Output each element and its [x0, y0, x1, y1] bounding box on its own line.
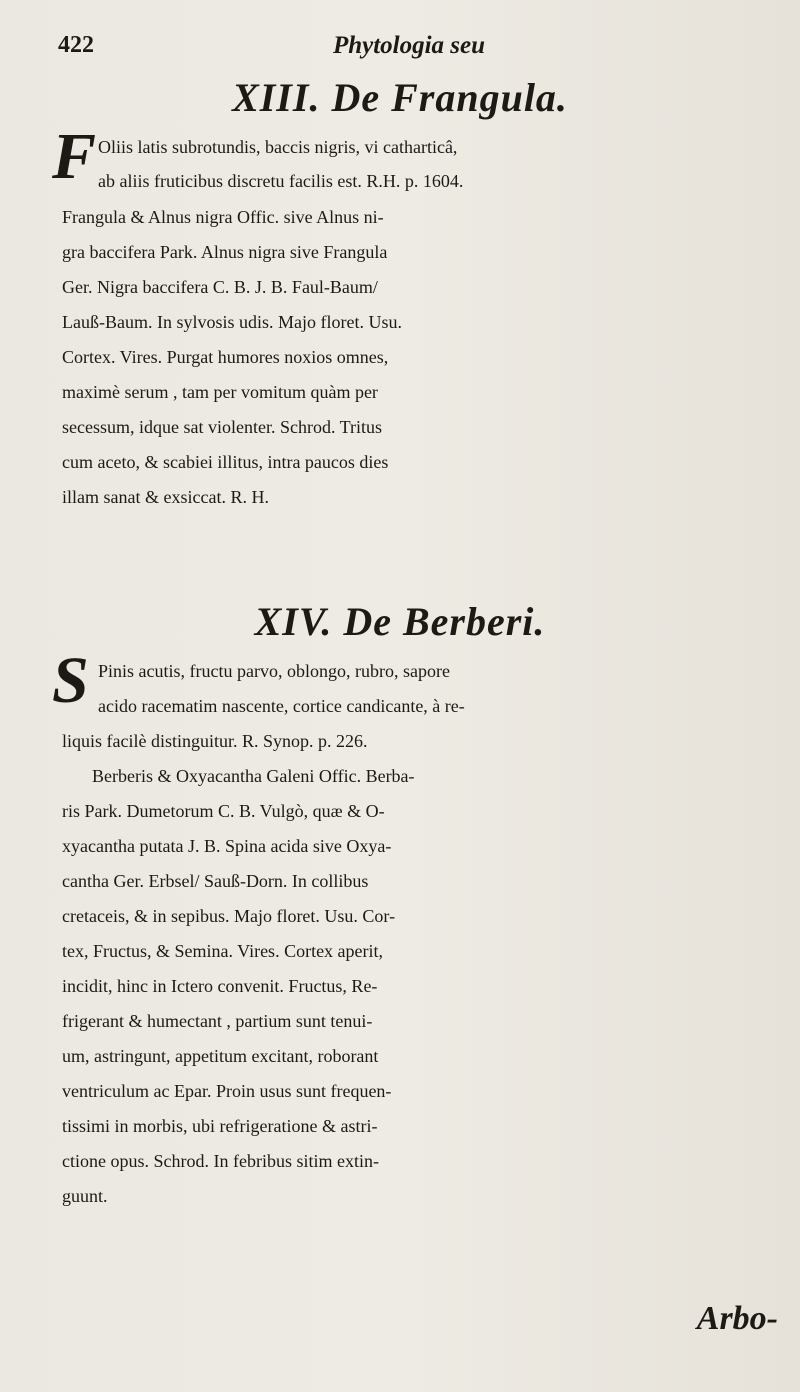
text-line: xyacantha putata J. B. Spina acida sive Oxya- — [62, 836, 392, 856]
drop-cap: S — [52, 644, 89, 717]
page-number: 422 — [58, 32, 94, 58]
text-line: acido racematim nascente, cortice candicante, à re- — [98, 696, 465, 716]
text-line: ab aliis fruticibus discretu facilis est. R.H. p. 1604. — [98, 171, 464, 191]
text-line: Berberis & Oxyacantha Galeni Offic. Berba- — [92, 766, 415, 786]
running-head — [58, 32, 760, 66]
text-line: illam sanat & exsiccat. R. H. — [62, 487, 269, 507]
text-line: cretaceis, & in sepibus. Majo floret. Usu. Cor- — [62, 906, 396, 926]
text-line: Lauß-Baum. In sylvosis udis. Majo floret. Usu. — [62, 312, 402, 332]
text-line: um, astringunt, appetitum excitant, roborant — [62, 1046, 379, 1066]
text-line: cantha Ger. Erbsel/ Sauß-Dorn. In collibus — [62, 871, 369, 891]
text-line: tissimi in morbis, ubi refrigeratione & astri- — [62, 1116, 378, 1136]
text-line: Cortex. Vires. Purgat humores noxios omnes, — [62, 347, 389, 367]
text-line: Oliis latis subrotundis, baccis nigris, vi catharticâ, — [98, 137, 458, 157]
section-heading-berberis: XIV. De Berberi. — [254, 599, 546, 644]
text-line: gra baccifera Park. Alnus nigra sive Frangula — [62, 242, 388, 262]
running-title: Phytologia seu — [332, 32, 486, 59]
text-line: liquis facilè distinguitur. R. Synop. p. 226. — [62, 731, 368, 751]
text-line: maximè serum , tam per vomitum quàm per — [62, 382, 378, 402]
catchword: Arbo- — [696, 1300, 778, 1337]
text-line: Frangula & Alnus nigra Offic. sive Alnus ni- — [62, 207, 384, 227]
section-heading-frangula: XIII. De Frangula. — [232, 75, 568, 120]
text-line: cum aceto, & scabiei illitus, intra paucos dies — [62, 452, 389, 472]
text-line: tex, Fructus, & Semina. Vires. Cortex aperit, — [62, 941, 384, 961]
text-line: incidit, hinc in Ictero convenit. Fructus, Re- — [62, 976, 378, 996]
text-line: Pinis acutis, fructu parvo, oblongo, rubro, sapore — [98, 661, 450, 681]
text-line: ctione opus. Schrod. In febribus sitim extin- — [62, 1151, 379, 1171]
drop-cap: F — [52, 120, 97, 193]
text-line: guunt. — [62, 1186, 108, 1206]
text-line: Ger. Nigra baccifera C. B. J. B. Faul-Baum/ — [62, 277, 378, 297]
text-line: ventriculum ac Epar. Proin usus sunt frequen- — [62, 1081, 392, 1101]
text-line: ris Park. Dumetorum C. B. Vulgò, quæ & O- — [62, 801, 385, 821]
text-line: frigerant & humectant , partium sunt tenui- — [62, 1011, 373, 1031]
text-line: secessum, idque sat violenter. Schrod. Tritus — [62, 417, 382, 437]
